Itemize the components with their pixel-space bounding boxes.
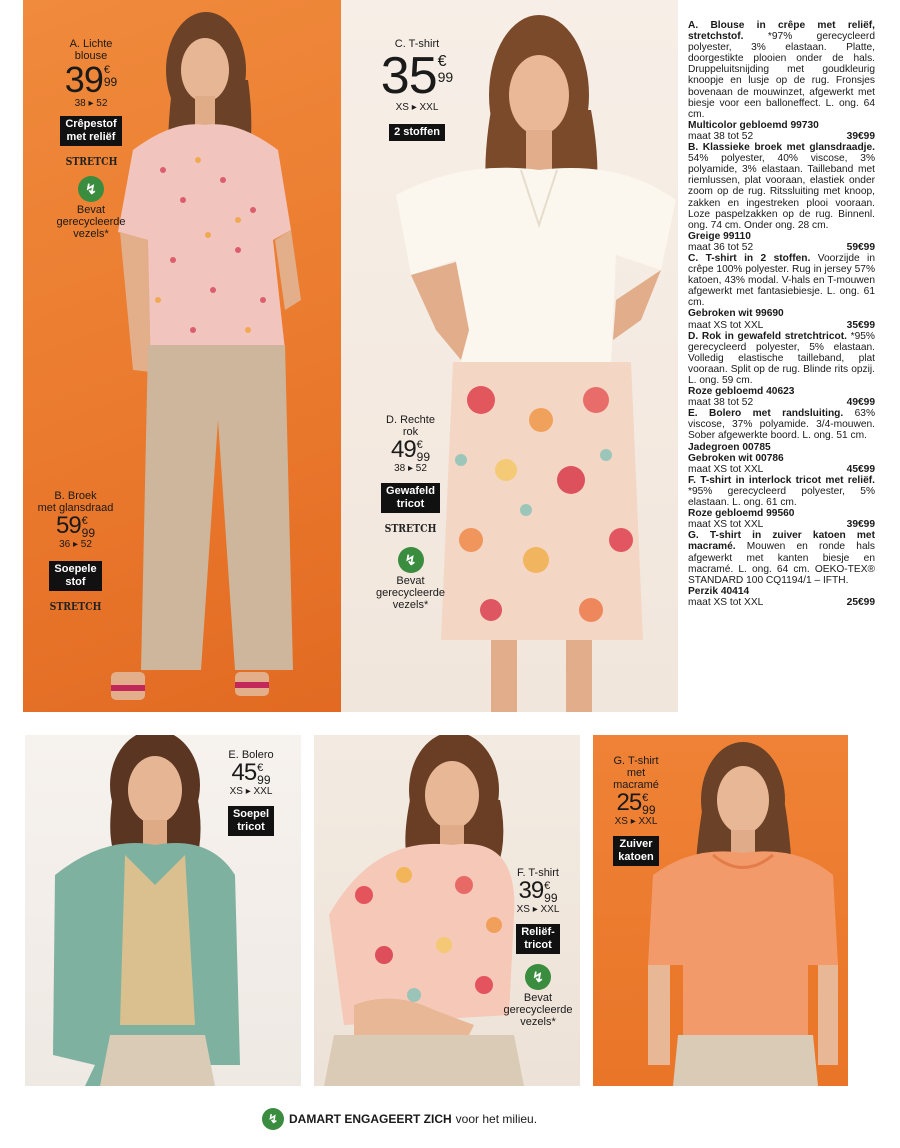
description-d: D. Rok in gewafeld stretchtricot. *95% gerecycleerd polyester, 5% elastaan. Volledig elastische tailleband, plat vooraan. Split op de rug. Blinde rits opzij. L. ong. 59 cm.	[688, 330, 875, 386]
photo-panel-macrame-tshirt	[593, 735, 848, 1086]
price-cents: 99	[257, 773, 271, 787]
price-main: 59	[55, 512, 81, 539]
product-name: macramé	[613, 779, 659, 791]
price-main: 35	[380, 47, 437, 105]
photo-panel-floral-tshirt	[314, 735, 580, 1086]
currency: €	[81, 515, 88, 527]
price	[500, 879, 576, 904]
product-name: G. T-shirt	[613, 755, 659, 767]
price-tag-trousers	[28, 490, 123, 615]
currency: €	[544, 880, 551, 892]
price-cents: 99	[81, 526, 96, 540]
color-code: Greige 99110	[688, 230, 751, 242]
price	[597, 791, 675, 816]
product-name: met glansdraad	[37, 502, 114, 514]
description-c: C. T-shirt in 2 stoffen. Voorzijde in crêpe 100% polyester. Rug in jersey 57% katoen, 43% modal. V-hals en T-mouwen afgewerkt met fantasiebiesje. L. ong. 61 cm.	[688, 252, 875, 309]
color-code: Gebroken wit 99690	[688, 308, 784, 320]
price-main: 25	[616, 789, 642, 816]
product-name: E. Bolero	[228, 749, 274, 761]
currency: €	[642, 792, 649, 804]
price-cents: 99	[642, 803, 656, 817]
size-price-row: maat XS tot XXL 35€99	[688, 319, 875, 331]
product-name: F. T-shirt	[517, 867, 559, 879]
description-e: E. Bolero met randsluiting. 63% viscose, 37% polyamide. 3/4-mouwen. Sober afgewerkte boord. L. ong. 51 cm.	[688, 408, 875, 442]
product-name: blouse	[74, 50, 108, 62]
size-price-row: maat 38 tot 52 49€99	[688, 397, 875, 409]
size-range: XS ▸ XXL	[614, 816, 658, 827]
currency: €	[437, 53, 447, 70]
recycle-icon: ↯	[78, 176, 104, 202]
fabric-badge: Zuiver katoen	[613, 836, 658, 866]
size-range: XS ▸ XXL	[516, 904, 560, 915]
photo-panel-blouse-trousers	[23, 0, 341, 712]
price-main: 49	[390, 436, 416, 463]
color-code: Multicolor gebloemd 99730	[688, 119, 819, 131]
size-range: 38 ▸ 52	[394, 463, 427, 474]
eco-label: Bevat gerecycleerde vezels*	[56, 204, 126, 240]
price	[51, 59, 131, 100]
fabric-badge: Crêpestof met reliëf	[60, 116, 121, 146]
color-code: Perzik 40414	[688, 585, 750, 597]
currency: €	[416, 439, 423, 451]
price	[211, 761, 291, 786]
description-g: G. T-shirt in zuiver katoen met macramé. Mouwen en ronde hals afgewerkt met kanten biesje en macramé. L. ong. 64 cm. OEKO-TEX® STANDARD 100 CQ1194/1 – IFTH.	[688, 530, 875, 586]
recycle-icon: ↯	[525, 964, 551, 990]
footer-brand: DAMART ENGAGEERT ZICH	[289, 1112, 452, 1126]
price-main: 39	[518, 877, 544, 904]
product-name: C. T-shirt	[394, 38, 440, 50]
product-name: rok	[402, 426, 419, 438]
price	[28, 514, 123, 539]
fabric-badge: Gewafeld tricot	[381, 483, 440, 513]
currency: €	[257, 762, 264, 774]
color-code: Roze gebloemd 99560	[688, 508, 795, 520]
price-cents: 99	[103, 75, 118, 89]
price-cents: 99	[437, 69, 454, 85]
footer-text: voor het milieu.	[455, 1112, 538, 1126]
eco-label: Bevat gerecycleerde vezels*	[503, 992, 573, 1028]
size-range: 36 ▸ 52	[59, 539, 92, 550]
color-code: Gebroken wit 00786	[688, 452, 784, 464]
price-cents: 99	[544, 891, 558, 905]
size-price-row: maat XS tot XXL 45€99	[688, 463, 875, 475]
fabric-badge: Reliëf- tricot	[516, 924, 560, 954]
fabric-badge: Soepele stof	[49, 561, 101, 591]
price-cents: 99	[416, 450, 431, 464]
price-tag-tshirt	[367, 38, 467, 141]
product-name: A. Lichte	[69, 38, 113, 50]
price-tag-blouse	[51, 38, 131, 240]
footer	[262, 1108, 537, 1130]
fabric-badge: Soepel tricot	[228, 806, 274, 836]
stretch-logo: STRETCH	[65, 155, 117, 168]
price-tag-skirt	[363, 414, 458, 611]
price	[367, 47, 467, 105]
color-code: Roze gebloemd 40623	[688, 386, 795, 398]
description-b: B. Klassieke broek met glansdraadje. 54% polyester, 40% viscose, 3% polyamide, 3% elastaan. Tailleband met riemlussen, plat vooraan, elastiek onder zoom op de rug. Ritssluiting met knoop, zakken en ingestreken plooi vooraan. Loze paspelzakken op de rug. Binnenl. ong. 74 cm. Onder ong. 28 cm.	[688, 142, 875, 231]
price-tag-floral-tshirt	[500, 867, 576, 1028]
recycle-icon: ↯	[398, 547, 424, 573]
product-name: met	[626, 767, 646, 779]
size-price-row: maat XS tot XXL 25€99	[688, 596, 875, 608]
product-name: D. Rechte	[386, 414, 435, 426]
size-range: XS ▸ XXL	[229, 786, 273, 797]
price-main: 39	[64, 59, 103, 100]
size-range: 38 ▸ 52	[74, 98, 108, 109]
price-tag-bolero	[211, 749, 291, 836]
price	[363, 438, 458, 463]
stretch-logo: STRETCH	[49, 600, 102, 613]
product-descriptions	[688, 20, 875, 608]
recycle-icon: ↯	[262, 1108, 284, 1130]
price-tag-macrame-tshirt	[597, 755, 675, 866]
stretch-logo: STRETCH	[384, 522, 437, 535]
eco-label: Bevat gerecycleerde vezels*	[375, 575, 446, 611]
size-price-row: maat 38 tot 52 39€99	[688, 130, 875, 142]
product-name: B. Broek	[54, 490, 97, 502]
size-price-row: maat 36 tot 52 59€99	[688, 241, 875, 253]
price-main: 45	[231, 759, 257, 786]
description-f: F. T-shirt in interlock tricot met reliëf. *95% gerecycleerd polyester, 5% elastaan. L. ong. 61 cm.	[688, 474, 875, 509]
photo-panel-bolero	[25, 735, 301, 1086]
description-a: A. Blouse in crêpe met reliëf, stretchstof. *97% gerecycleerd polyester, 3% elastaan. Platte, doorgestikte plooien onder de hals. Druppeluitsnijding met goudkleurig knoopje en lusje op de rug. Fronsjes bovenaan de mouwinzet, afgewerkt met biesje voor een balloneffect. L. ong. 64 cm.	[688, 20, 875, 120]
fabric-badge: 2 stoffen	[389, 124, 445, 141]
size-price-row: maat XS tot XXL 39€99	[688, 519, 875, 531]
photo-panel-tshirt-skirt	[341, 0, 678, 712]
color-code: Jadegroen 00785	[688, 441, 771, 453]
currency: €	[103, 64, 110, 76]
size-range: XS ▸ XXL	[395, 102, 439, 113]
